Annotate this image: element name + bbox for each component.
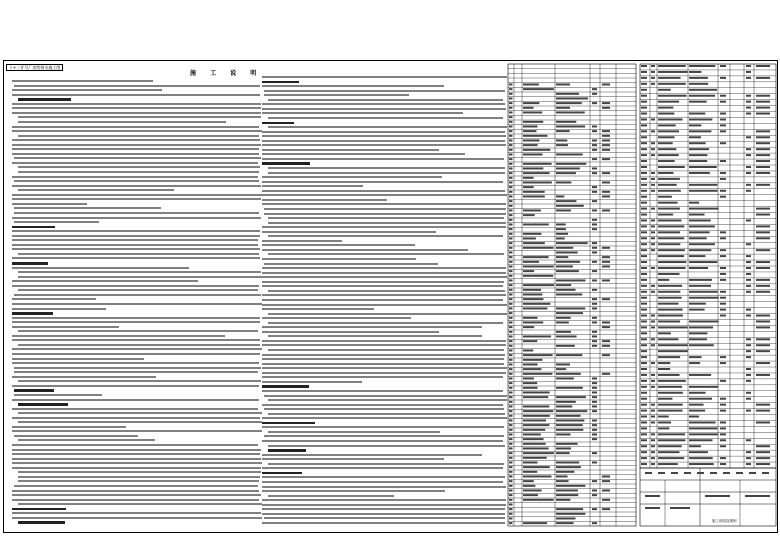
notes-title: 施 工 说 明: [190, 70, 263, 77]
drawing-stamp: 十+二仟号厂房给排水施工图: [6, 64, 63, 71]
sheet-name: 施工说明及图例: [712, 519, 737, 523]
